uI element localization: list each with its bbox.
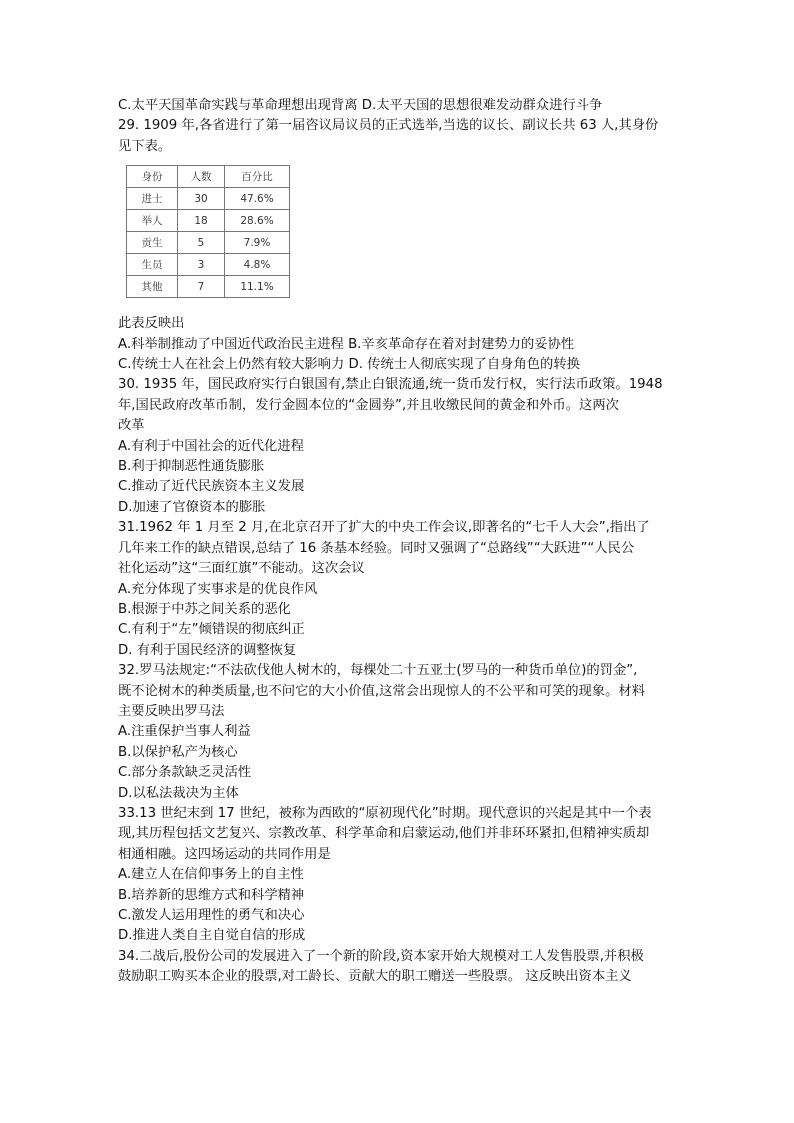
q32-stem-line-2: 既不论树木的种类质量,也不问它的大小价值,这常会出现惊人的不公平和可笑的现象。材料 xyxy=(118,683,646,699)
table-cell: 举人 xyxy=(127,210,178,232)
q30-option-b: B.利于抑制恶性通货膨胀 xyxy=(118,459,265,475)
q31-option-c: C.有利于“左”倾错误的彻底纠正 xyxy=(118,622,305,638)
q28-options-cd: C.太平天国革命实践与革命理想出现背离 D.太平天国的思想很难发动群众进行斗争 xyxy=(118,98,603,113)
identity-table xyxy=(126,165,290,298)
table-row xyxy=(127,232,290,254)
table-row xyxy=(127,188,290,210)
table-header-cell: 人数 xyxy=(178,166,225,188)
table-cell: 5 xyxy=(178,232,225,254)
q31-stem-line-3: 社化运动”这“三面红旗”不能动。这次会议 xyxy=(118,561,365,577)
table-header-cell: 身份 xyxy=(127,166,178,188)
table-cell: 18 xyxy=(178,210,225,232)
q32-option-a: A.注重保护当事人利益 xyxy=(118,724,251,740)
table-row xyxy=(127,276,290,298)
question-31 xyxy=(118,518,680,661)
q32-stem-line-3: 主要反映出罗马法 xyxy=(118,703,225,719)
q30-stem-line-1: 30. 1935 年，国民政府实行白银国有,禁止白银流通,统一货币发行权，实行法币政策。1948 xyxy=(118,377,663,393)
q33-stem-line-3: 相通相融。这四场运动的共同作用是 xyxy=(118,846,331,862)
q31-stem-line-1: 31.1962 年 1 月至 2 月,在北京召开了扩大的中央工作会议,即著名的“七千人大会”,指出了 xyxy=(118,520,650,536)
question-32 xyxy=(118,661,680,804)
table-cell: 3 xyxy=(178,254,225,276)
q30-option-a: A.有利于中国社会的近代化进程 xyxy=(118,438,304,454)
question-34 xyxy=(118,947,680,988)
q29-options-ab: A.科举制推动了中国近代政治民主进程 B.辛亥革命存在着对封建势力的妥协性 xyxy=(118,336,575,352)
q34-stem-line-1: 34.二战后,股份公司的发展进入了一个新的阶段,资本家开始大规模对工人发售股票,并积极 xyxy=(118,948,644,964)
q32-stem-line-1: 32.罗马法规定:“不法砍伐他人树木的，每棵处二十五亚士(罗马的一种货币单位)的罚金”, xyxy=(118,663,638,679)
exam-content xyxy=(118,96,680,988)
table-header-cell: 百分比 xyxy=(225,166,290,188)
q33-option-d: D.推进人类自主自觉自信的形成 xyxy=(118,928,306,944)
q32-option-d: D.以私法裁决为主体 xyxy=(118,785,239,801)
q29-stem-line-1: 29. 1909 年,各省进行了第一届咨议局议员的正式选举,当选的议长、副议长共 63 人,其身份 xyxy=(118,118,659,134)
q29-options-cd: C.传统士人在社会上仍然有较大影响力 D. 传统士人彻底实现了自身角色的转换 xyxy=(118,357,580,373)
q29-stem-line-2: 见下表。 xyxy=(118,138,172,154)
q29-prompt: 此表反映出 xyxy=(118,316,185,332)
question-30 xyxy=(118,375,680,518)
table-cell: 其他 xyxy=(127,276,178,298)
q31-option-a: A.充分体现了实事求是的优良作风 xyxy=(118,581,318,597)
table-cell: 28.6% xyxy=(225,210,290,232)
q33-stem-line-2: 现,其历程包括文艺复兴、宗教改革、科学革命和启蒙运动,他们并非环环紧扣,但精神实质却 xyxy=(118,826,650,842)
q30-stem-line-3: 改革 xyxy=(118,418,145,434)
table-cell: 贡生 xyxy=(127,232,178,254)
q31-option-b: B.根源于中苏之间关系的恶化 xyxy=(118,601,291,617)
q33-option-c: C.激发人运用理性的勇气和决心 xyxy=(118,908,305,923)
table-cell: 生员 xyxy=(127,254,178,276)
q30-option-c: C.推动了近代民族资本主义发展 xyxy=(118,479,305,495)
q32-option-b: B.以保护私产为核心 xyxy=(118,744,238,760)
table-cell: 进士 xyxy=(127,188,178,210)
table-header-row xyxy=(127,166,290,188)
table-cell: 47.6% xyxy=(225,188,290,210)
q30-option-d: D.加速了官僚资本的膨胀 xyxy=(118,499,266,515)
q31-option-d: D. 有利于国民经济的调整恢复 xyxy=(118,642,297,658)
table-cell: 4.8% xyxy=(225,254,290,276)
q31-stem-line-2: 几年来工作的缺点错误,总结了 16 条基本经验。同时又强调了“总路线”“大跃进”“人民公 xyxy=(118,540,635,556)
q33-option-a: A.建立人在信仰事务上的自主性 xyxy=(118,867,304,883)
q30-stem-line-2: 年,国民政府改革币制，发行金圆本位的“金圆券”,并且收缴民间的黄金和外币。这两次 xyxy=(118,397,619,413)
table-cell: 7 xyxy=(178,276,225,298)
question-33 xyxy=(118,804,680,947)
q33-option-b: B.培养新的思维方式和科学精神 xyxy=(118,887,305,903)
table-cell: 7.9% xyxy=(225,232,290,254)
q33-stem-line-1: 33.13 世纪末到 17 世纪，被称为西欧的“原初现代化”时期。现代意识的兴起是其中一个表 xyxy=(118,805,652,821)
table-cell: 30 xyxy=(178,188,225,210)
q34-stem-line-2: 鼓励职工购买本企业的股票,对工龄长、贡献大的职工赠送一些股票。 这反映出资本主义 xyxy=(118,969,632,985)
question-29 xyxy=(118,116,680,375)
table-cell: 11.1% xyxy=(225,276,290,298)
q32-option-c: C.部分条款缺乏灵活性 xyxy=(118,765,252,781)
table-row xyxy=(127,254,290,276)
table-row xyxy=(127,210,290,232)
